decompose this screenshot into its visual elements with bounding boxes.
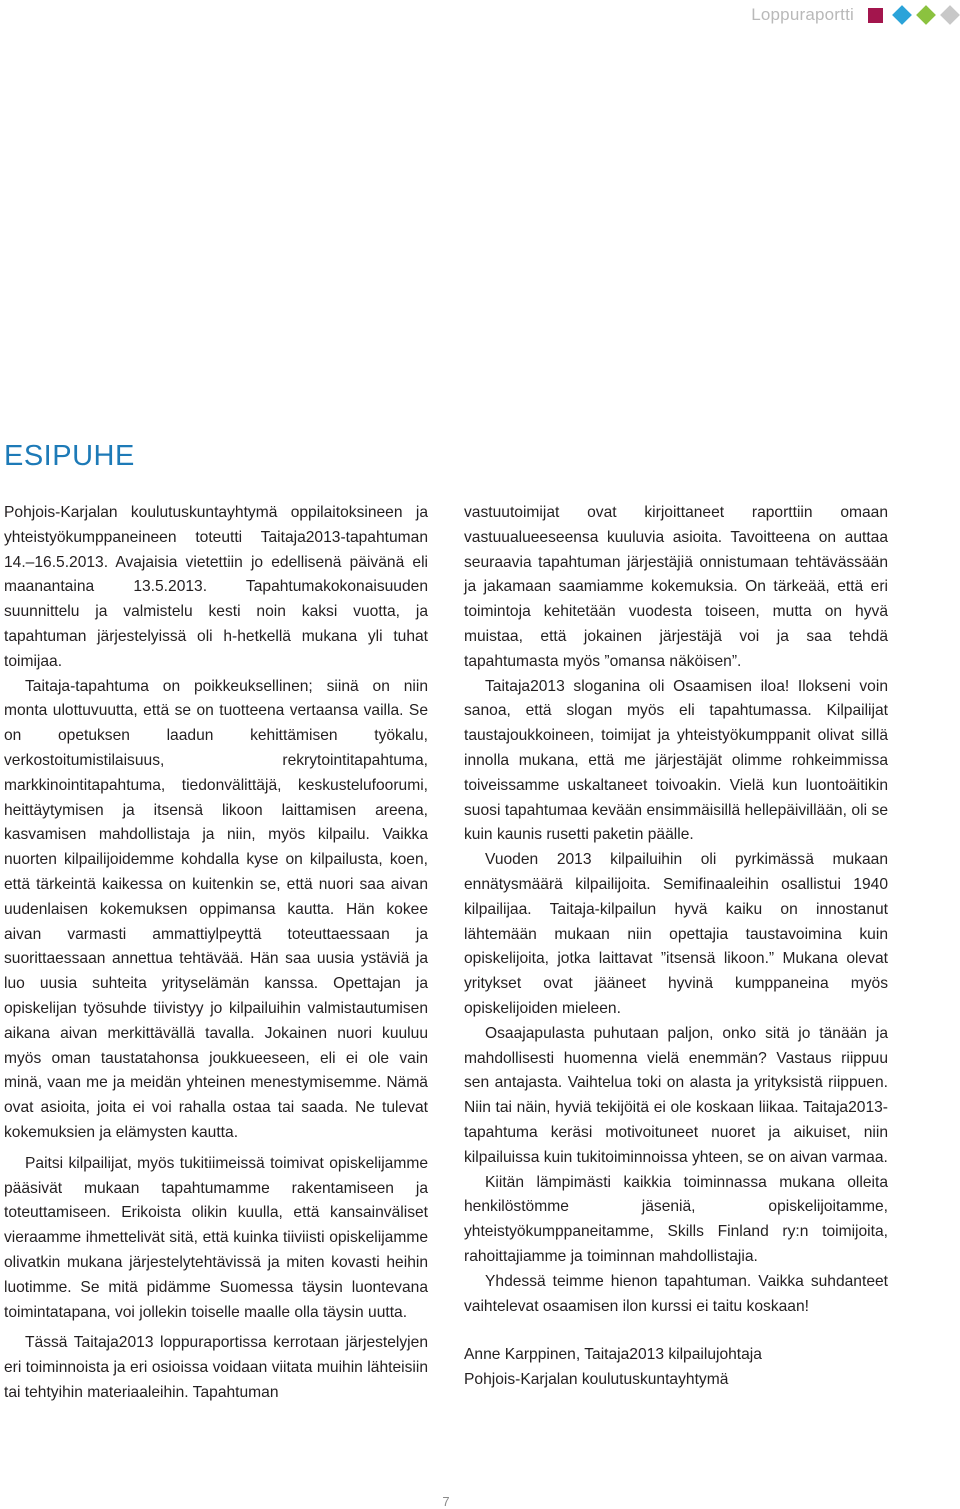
- right-paragraph-6: Yhdessä teimme hienon tapahtuman. Vaikka suhdanteet vaihtelevat osaamisen ilon kurssi ei taitu koskaan!: [464, 1272, 888, 1315]
- left-paragraph-2: Taitaja-tapahtuma on poikkeuksellinen; siinä on niin monta ulottuvuutta, että se on tuotteena vertaansa vailla. Se on opetuksen laadun kehittämisen työkalu, verkostoitumistilaisuus, rekrytointitapahtuma, markkinointitapahtuma, tiedonvälittäjä, keskustelufoorumi, heittäytymisen ja itsensä likoon laittamisen areena, kasvamisen mahdollistaja ja niin, myös kilpailu. Vaikka nuorten kilpailijoidemme kohdalla kyse on kilpailusta, koen, että tärkeintä kaikessa on kuitenkin se, että nuori saa aivan uudenlaisen kokemuksen oppimansa kautta. Hän kokee aivan varmasti ammattiylpeyttä toteuttaessaan ja suorittaessaan annettua tehtävää. Hän saa uusia ystäviä ja luo uusia suhteita yrityselämän kanssa. Opettajan ja opiskelijan työsuhde tiivistyy jo kilpailuihin valmistautumisen aikana aivan merkittävällä tavalla. Jokainen nuori kuuluu myös oman taustatahonsa joukkueeseen, eli ei ole vain minä, vaan me ja meidän yhteinen menestymisemme. Nämä ovat asioita, joita ei voi rahalla ostaa tai saada. Ne tulevat kokemuksien ja elämysten kautta.: [4, 677, 428, 1141]
- right-paragraph-4: Osaajapulasta puhutaan paljon, onko sitä jo tänään ja mahdollisesti huomenna vielä enemmän? Vastaus riippuu sen antajasta. Vaihtelua toki on alasta ja yrityksistä riippuen. Niin tai näin, hyviä tekijöitä ei ole koskaan liikaa. Taitaja2013-tapahtuma keräsi motivoituneet nuoret ja aikuiset, niin kilpailuissa kuin tukitoiminnoissa yhteen, se on aivan varmaa.: [464, 1024, 888, 1166]
- signature-organization: Pohjois-Karjalan koulutuskuntayhtymä: [464, 1371, 729, 1389]
- brand-shapes: [868, 8, 960, 23]
- right-column: [464, 501, 888, 1393]
- signature: [464, 1343, 888, 1393]
- red-square-icon: [868, 8, 883, 23]
- right-paragraph-5: Kiitän lämpimästi kaikkia toiminnassa mukana olleita henkilöstömme jäseniä, opiskelijoitamme, yhteistyökumppaneitamme, Skills Finland ry:n toimijoita, rahoittajiamme ja toiminnan mahdollistajia.: [464, 1173, 888, 1265]
- page-title: ESIPUHE: [4, 440, 135, 472]
- right-paragraph-3: Vuoden 2013 kilpailuihin oli pyrkimässä mukaan ennätysmäärä kilpailijoita. Semifinaaleihin osallistui 1940 kilpailijaa. Taitaja-kilpailun hyvä kaiku on innostanut lähtemään mukaan niin opettajia taustavoimina kuin opiskelijoita, jotka laittavat ”itsensä likoon.” Mukana olevat yritykset ovat jääneet hyvinä kumppaneina myös opiskelijoiden mieleen.: [464, 851, 888, 1017]
- right-paragraph-2: Taitaja2013 sloganina oli Osaamisen iloa! Ilokseni voin sanoa, että slogan myös eli tapahtumassa. Kilpailijat taustajoukkoineen, toimijat ja yhteistyökumppanit olivat sillä innolla mukana, että me järjestäjät olimme rohkeimmissa toiveissamme uskaltaneet toivoakin. Vielä kun luontoäitikin suosi tapahtumaa kevään ensimmäisillä hellepäivillään, oli se kuin kaunis rusetti paketin päälle.: [464, 677, 888, 844]
- left-column: [4, 501, 428, 1406]
- left-paragraph-4: Tässä Taitaja2013 loppuraportissa kerrotaan järjestelyjen eri toiminnoista ja eri osioissa voidaan viitata muihin lähteisiin tai tehtyihin materiaaleihin. Tapahtuman: [4, 1334, 428, 1401]
- header-title: Loppuraportti: [751, 5, 854, 24]
- blue-diamond-icon: [892, 5, 912, 25]
- signature-name: Anne Karppinen, Taitaja2013 kilpailujohtaja: [464, 1346, 762, 1364]
- green-diamond-icon: [916, 5, 936, 25]
- page-header: [751, 0, 960, 30]
- grey-diamond-icon: [940, 5, 960, 25]
- page-number: 7: [442, 1494, 450, 1509]
- left-paragraph-3: Paitsi kilpailijat, myös tukitiimeissä toimivat opiskelijamme pääsivät mukaan tapahtumamme rakentamiseen ja toteuttamiseen. Erikoista olikin kuulla, että kansainväliset vieraamme ihmettelivät sitä, että kuinka tiiviisti opiskelijamme olivatkin mukana järjestelytehtävissä ja miten kovasti heihin luotimme. Se mitä pidämme Suomessa täysin luontevana toimintatapana, voi jollekin toiselle maalle olla täysin uutta.: [4, 1154, 428, 1321]
- right-paragraph-1: vastuutoimijat ovat kirjoittaneet raporttiin omaan vastuualueeseensa kuuluvia asioita. Tavoitteena on auttaa seuraavia tapahtuman järjestäjiä onnistumaan tehtävässään ja jakamaan saamiamme kokemuksia. On tärkeää, että eri toimintoja kehitetään vuodesta toiseen, mutta on hyvä muistaa, että jokainen järjestäjä voi ja saa tehdä tapahtumasta myös ”omansa näköisen”.: [464, 504, 888, 670]
- left-paragraph-1: Pohjois-Karjalan koulutuskuntayhtymä oppilaitoksineen ja yhteistyökumppaneineen toteutti Taitaja2013-tapahtuman 14.–16.5.2013. Avajaisia vietettiin jo edellisenä päivänä eli maanantaina 13.5.2013. Tapahtumakokonaisuuden suunnittelu ja valmistelu kesti noin kaksi vuotta, ja tapahtuman järjestelyissä oli h-hetkellä mukana yli tuhat toimijaa.: [4, 504, 428, 670]
